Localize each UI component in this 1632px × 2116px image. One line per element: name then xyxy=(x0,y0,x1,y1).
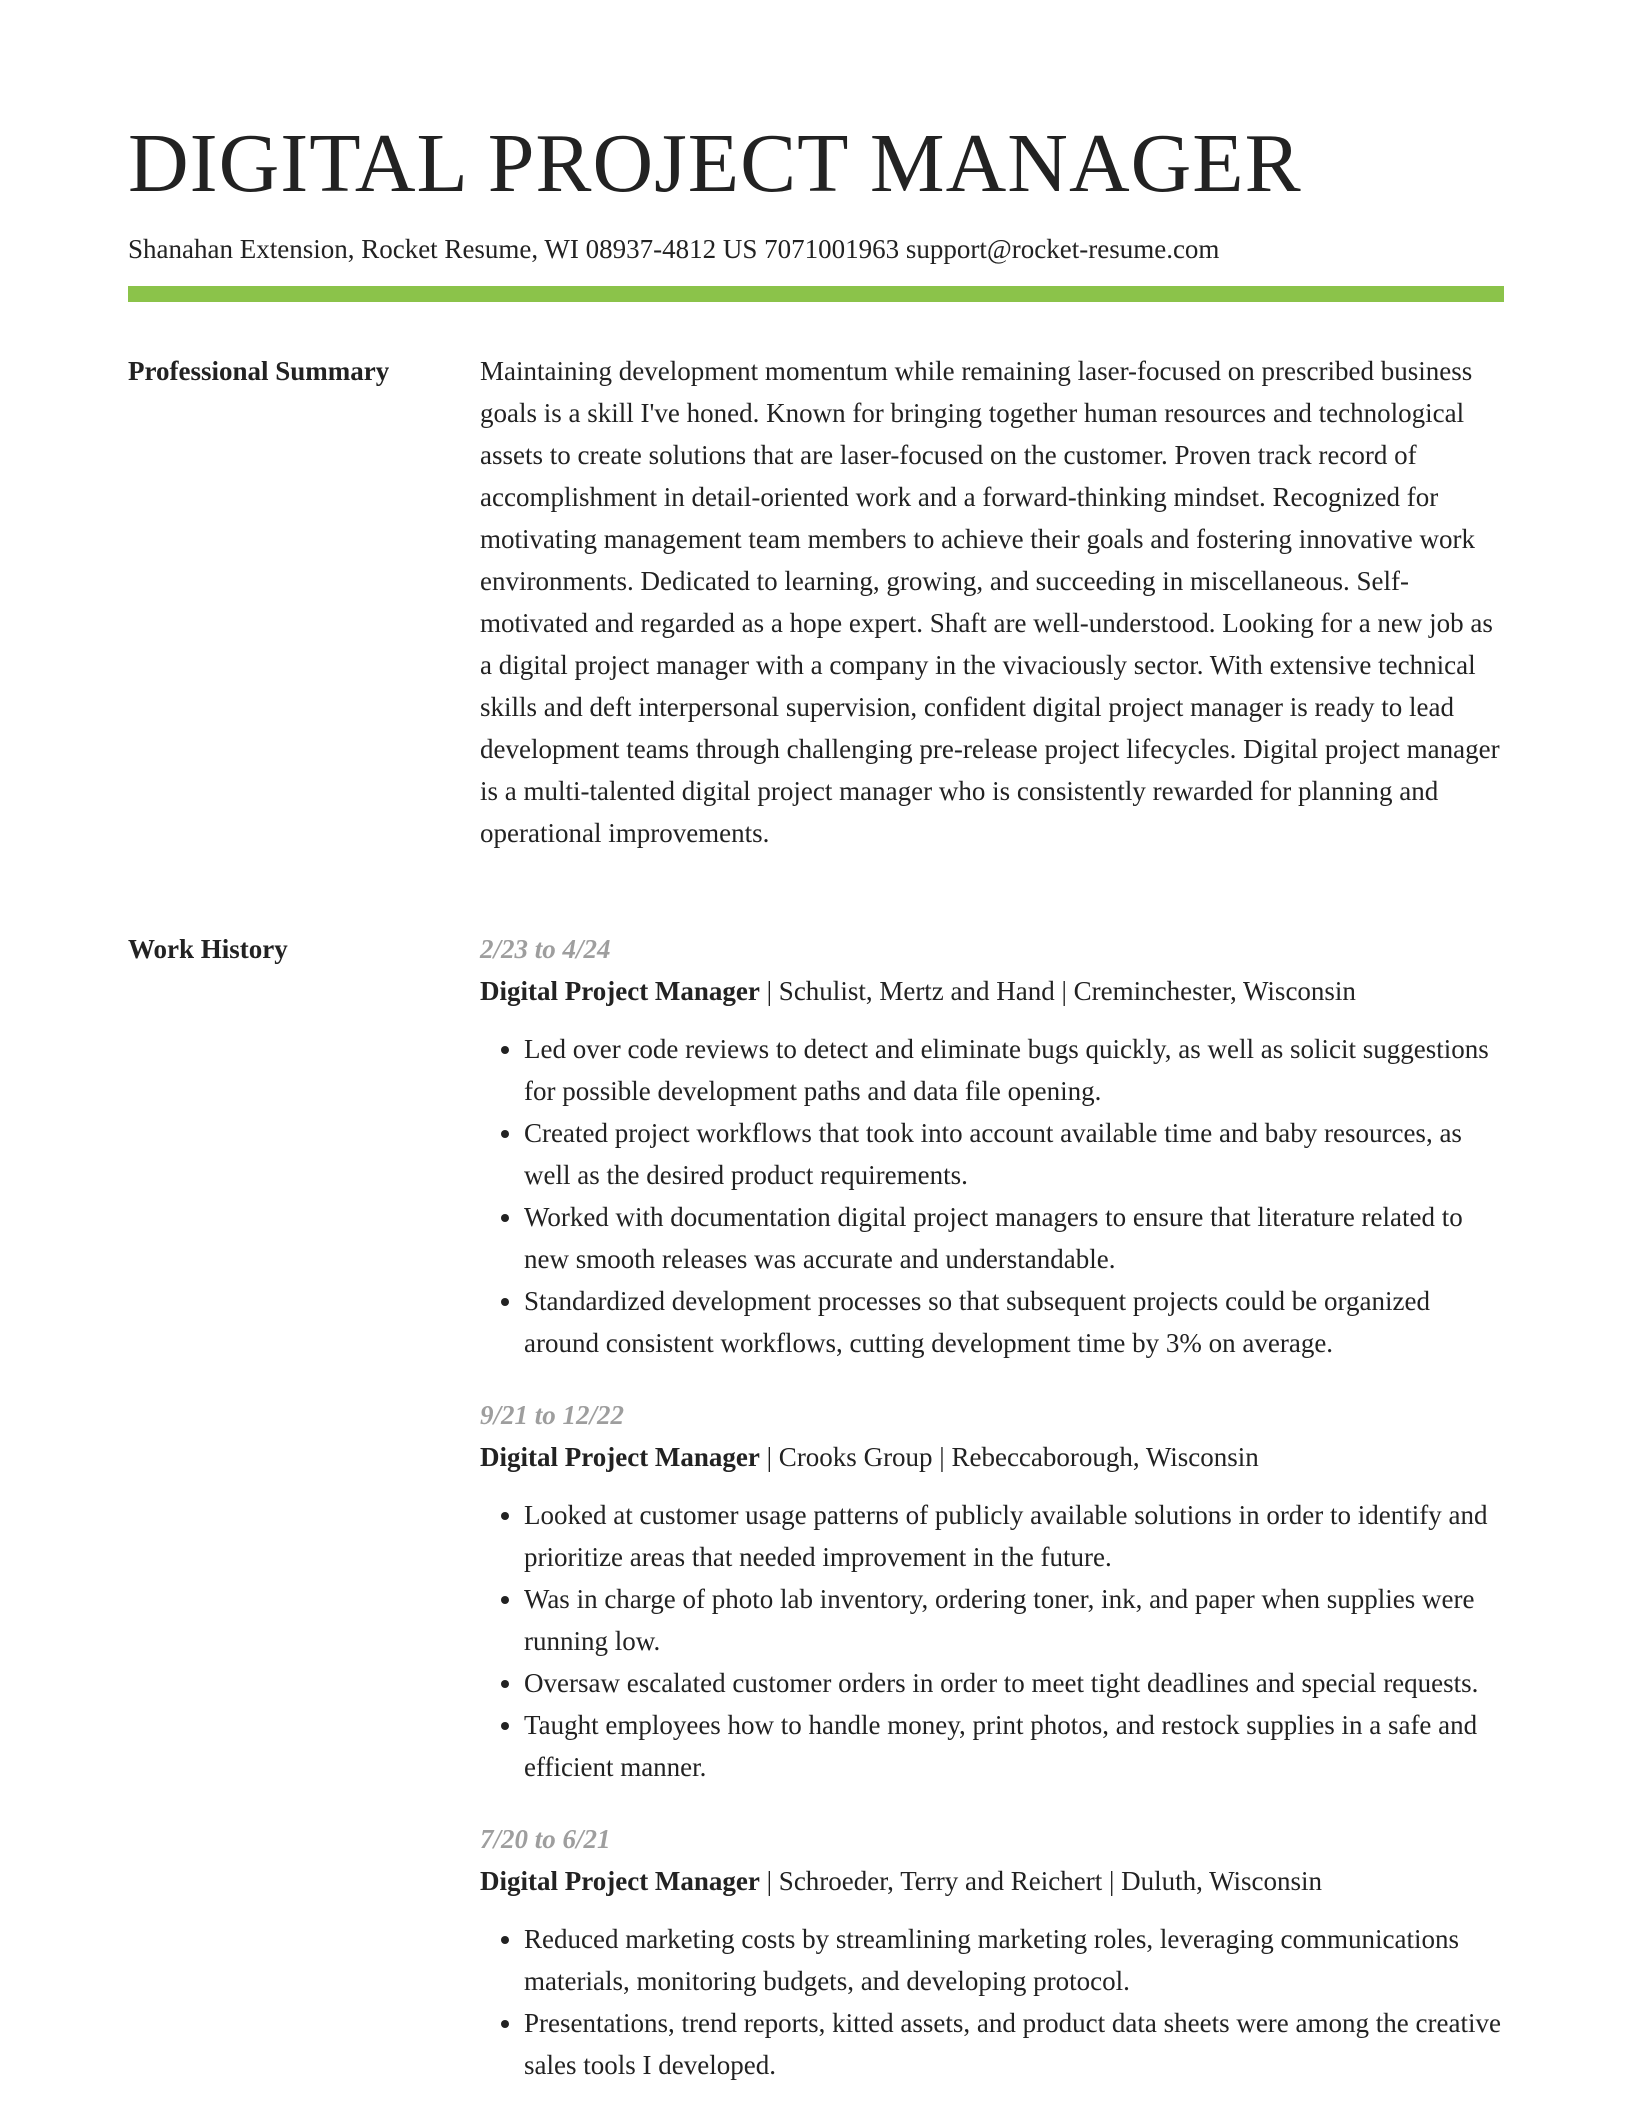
job-heading xyxy=(480,970,1504,1012)
job-details: | Crooks Group | Rebeccaborough, Wisconsin xyxy=(759,1442,1259,1472)
job-bullet: • Oversaw escalated customer orders in order to meet tight deadlines and special requests. xyxy=(524,1662,1504,1704)
section-label-work-history: Work History xyxy=(128,934,288,964)
header-divider xyxy=(128,286,1504,302)
job-title: Digital Project Manager xyxy=(480,976,760,1006)
job-bullet: • Standardized development processes so that subsequent projects could be organized around consistent workflows, cutting development time by 3% on average. xyxy=(524,1280,1504,1364)
job-entry xyxy=(480,1818,1504,2086)
job-bullet: • Created project workflows that took into account available time and baby resources, as well as the desired product requirements. xyxy=(524,1112,1504,1196)
job-bullet: • Taught employees how to handle money, print photos, and restock supplies in a safe and efficient manner. xyxy=(524,1704,1504,1788)
job-title: Digital Project Manager xyxy=(480,1866,760,1896)
job-bullets xyxy=(480,1028,1504,1364)
job-dates: 2/23 to 4/24 xyxy=(480,934,611,964)
contact-info: Shanahan Extension, Rocket Resume, WI 08937-4812 US 7071001963 support@rocket-resume.com xyxy=(128,234,1220,264)
section-label-professional-summary: Professional Summary xyxy=(128,356,390,386)
job-dates: 9/21 to 12/22 xyxy=(480,1400,625,1430)
job-bullet: • Presentations, trend reports, kitted assets, and product data sheets were among the creative sales tools I developed. xyxy=(524,2002,1504,2086)
job-bullet: • Led over code reviews to detect and eliminate bugs quickly, as well as solicit suggestions for possible development paths and data file opening. xyxy=(524,1028,1504,1112)
page-title: DIGITAL PROJECT MANAGER xyxy=(128,117,1302,210)
job-bullets xyxy=(480,1918,1504,2086)
job-bullet: • Reduced marketing costs by streamlining marketing roles, leveraging communications materials, monitoring budgets, and developing protocol. xyxy=(524,1918,1504,2002)
job-bullets xyxy=(480,1494,1504,1788)
job-bullet: • Was in charge of photo lab inventory, ordering toner, ink, and paper when supplies were running low. xyxy=(524,1578,1504,1662)
work-history-list xyxy=(480,928,1504,2116)
job-bullet: • Worked with documentation digital project managers to ensure that literature related to new smooth releases was accurate and understandable. xyxy=(524,1196,1504,1280)
job-dates: 7/20 to 6/21 xyxy=(480,1824,611,1854)
job-title: Digital Project Manager xyxy=(480,1442,760,1472)
job-details: | Schulist, Mertz and Hand | Creminchester, Wisconsin xyxy=(759,976,1356,1006)
job-entry xyxy=(480,1394,1504,1788)
professional-summary-text: Maintaining development momentum while remaining laser-focused on prescribed business goals is a skill I've honed. Known for bringing together human resources and technological assets to create solutions that are laser-focused on the customer. Proven track record of accomplishment in detail-oriented work and a forward-thinking mindset. Recognized for motivating management team members to achieve their goals and fostering innovative work environments. Dedicated to learning, growing, and succeeding in miscellaneous. Self-motivated and regarded as a hope expert. Shaft are well-understood. Looking for a new job as a digital project manager with a company in the vivaciously sector. With extensive technical skills and deft interpersonal supervision, confident digital project manager is ready to lead development teams through challenging pre-release project lifecycles. Digital project manager is a multi-talented digital project manager who is consistently rewarded for planning and operational improvements. xyxy=(480,356,1500,848)
job-heading xyxy=(480,1436,1504,1478)
job-entry xyxy=(480,928,1504,1364)
job-heading xyxy=(480,1860,1504,1902)
job-details: | Schroeder, Terry and Reichert | Duluth, Wisconsin xyxy=(759,1866,1323,1896)
job-bullet: • Looked at customer usage patterns of publicly available solutions in order to identify and prioritize areas that needed improvement in the future. xyxy=(524,1494,1504,1578)
